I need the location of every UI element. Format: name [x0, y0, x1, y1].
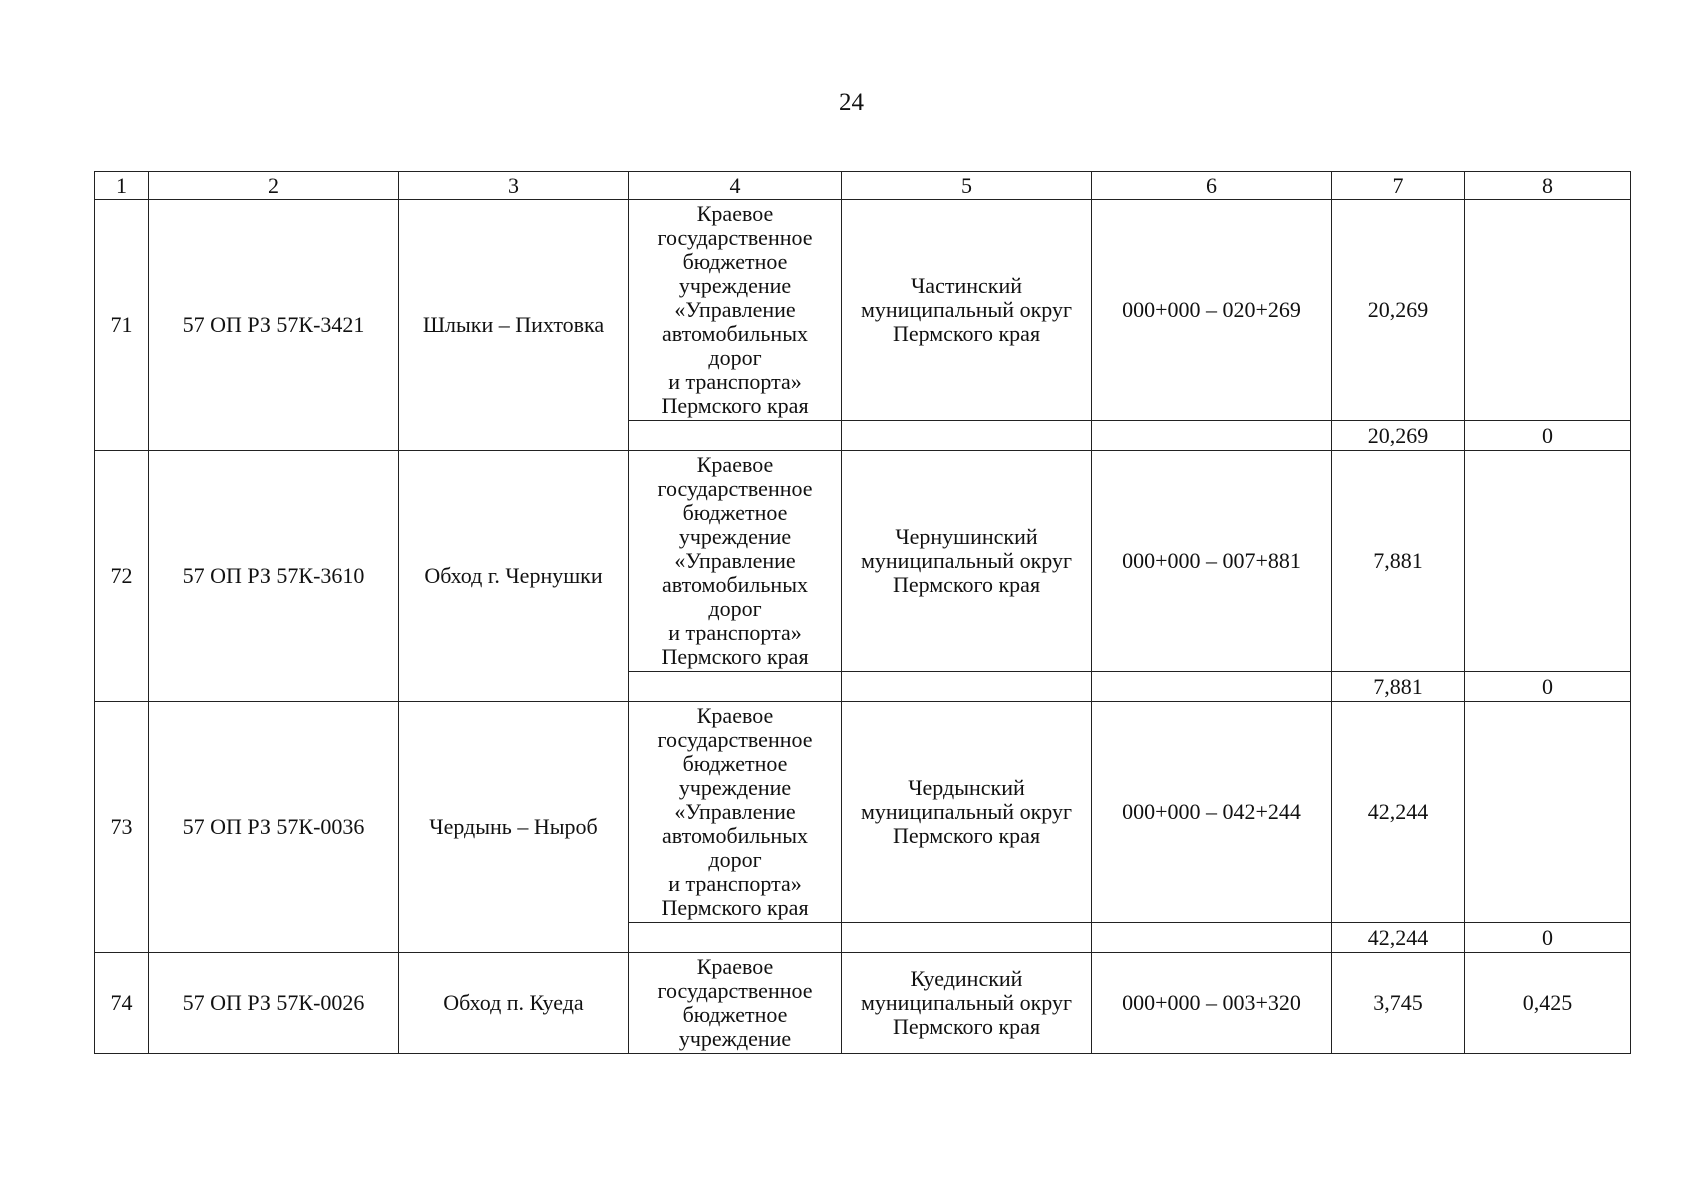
owner-line: государственное	[657, 225, 813, 250]
owner-line: автомобильных	[662, 572, 808, 597]
owner-line: бюджетное	[682, 500, 788, 525]
owner-line: Пермского края	[661, 393, 809, 418]
owner-line: Пермского края	[661, 895, 809, 920]
subtotal-length-cell: 42,244	[1332, 923, 1465, 953]
subtotal-col8-cell: 0	[1465, 421, 1631, 451]
col8-cell	[1465, 200, 1631, 421]
owner-line: автомобильных	[662, 823, 808, 848]
header-cell: 3	[399, 172, 629, 200]
subtotal-col8-cell: 0	[1465, 923, 1631, 953]
subtotal-col8-cell: 0	[1465, 672, 1631, 702]
owner-line: «Управление	[674, 799, 796, 824]
owner-cell	[629, 953, 842, 1054]
road-name-cell: Шлыки – Пихтовка	[399, 200, 629, 451]
table-row	[95, 953, 1631, 1054]
header-row	[95, 172, 1631, 200]
col8-cell: 0,425	[1465, 953, 1631, 1054]
owner-line: государственное	[657, 978, 813, 1003]
owner-line: «Управление	[674, 297, 796, 322]
page-number: 24	[839, 89, 864, 116]
owner-line: дорог	[708, 345, 762, 370]
owner-cell	[629, 702, 842, 923]
owner-line: учреждение	[678, 524, 792, 549]
owner-line: учреждение	[678, 1026, 792, 1051]
header-cell: 2	[149, 172, 399, 200]
table-body	[95, 200, 1631, 1054]
header-cell: 6	[1092, 172, 1332, 200]
owner-line: бюджетное	[682, 249, 788, 274]
owner-line: государственное	[657, 727, 813, 752]
district-cell: Куединский муниципальный округ Пермского края	[842, 953, 1092, 1054]
length-cell: 20,269	[1332, 200, 1465, 421]
table-row	[95, 200, 1631, 421]
owner-line: Краевое	[696, 452, 774, 477]
owner-line: автомобильных	[662, 321, 808, 346]
col8-cell	[1465, 702, 1631, 923]
road-name-cell: Чердынь – Ныроб	[399, 702, 629, 953]
km-range-cell: 000+000 – 042+244	[1092, 702, 1332, 923]
road-name-cell: Обход п. Куеда	[399, 953, 629, 1054]
header-cell: 4	[629, 172, 842, 200]
road-code-cell: 57 ОП РЗ 57К-0026	[149, 953, 399, 1054]
owner-line: и транспорта»	[668, 871, 802, 896]
empty-cell	[1092, 421, 1332, 451]
row-number-cell: 72	[95, 451, 149, 702]
owner-line: государственное	[657, 476, 813, 501]
owner-line: «Управление	[674, 548, 796, 573]
col8-cell	[1465, 451, 1631, 672]
district-cell: Чернушинский муниципальный округ Пермского края	[842, 451, 1092, 672]
row-number-cell: 71	[95, 200, 149, 451]
roads-table	[94, 171, 1631, 1054]
km-range-cell: 000+000 – 020+269	[1092, 200, 1332, 421]
length-cell: 7,881	[1332, 451, 1465, 672]
header-cell: 8	[1465, 172, 1631, 200]
empty-cell	[629, 923, 842, 953]
km-range-cell: 000+000 – 007+881	[1092, 451, 1332, 672]
road-code-cell: 57 ОП РЗ 57К-3421	[149, 200, 399, 451]
owner-line: Краевое	[696, 954, 774, 979]
district-cell: Частинский муниципальный округ Пермского края	[842, 200, 1092, 421]
row-number-cell: 74	[95, 953, 149, 1054]
owner-cell	[629, 200, 842, 421]
owner-line: и транспорта»	[668, 369, 802, 394]
owner-line: Краевое	[696, 201, 774, 226]
empty-cell	[842, 923, 1092, 953]
length-cell: 3,745	[1332, 953, 1465, 1054]
owner-line: дорог	[708, 847, 762, 872]
header-cell: 1	[95, 172, 149, 200]
road-code-cell: 57 ОП РЗ 57К-0036	[149, 702, 399, 953]
owner-cell	[629, 451, 842, 672]
empty-cell	[842, 672, 1092, 702]
header-cell: 7	[1332, 172, 1465, 200]
district-cell: Чердынский муниципальный округ Пермского края	[842, 702, 1092, 923]
header-cell: 5	[842, 172, 1092, 200]
owner-line: дорог	[708, 596, 762, 621]
empty-cell	[1092, 923, 1332, 953]
empty-cell	[629, 421, 842, 451]
length-cell: 42,244	[1332, 702, 1465, 923]
table-row	[95, 451, 1631, 672]
row-number-cell: 73	[95, 702, 149, 953]
owner-line: и транспорта»	[668, 620, 802, 645]
owner-line: учреждение	[678, 775, 792, 800]
empty-cell	[842, 421, 1092, 451]
subtotal-length-cell: 20,269	[1332, 421, 1465, 451]
empty-cell	[629, 672, 842, 702]
empty-cell	[1092, 672, 1332, 702]
owner-line: Пермского края	[661, 644, 809, 669]
subtotal-length-cell: 7,881	[1332, 672, 1465, 702]
road-code-cell: 57 ОП РЗ 57К-3610	[149, 451, 399, 702]
table-row	[95, 702, 1631, 923]
owner-line: бюджетное	[682, 751, 788, 776]
km-range-cell: 000+000 – 003+320	[1092, 953, 1332, 1054]
owner-line: бюджетное	[682, 1002, 788, 1027]
owner-line: Краевое	[696, 703, 774, 728]
owner-line: учреждение	[678, 273, 792, 298]
road-name-cell: Обход г. Чернушки	[399, 451, 629, 702]
